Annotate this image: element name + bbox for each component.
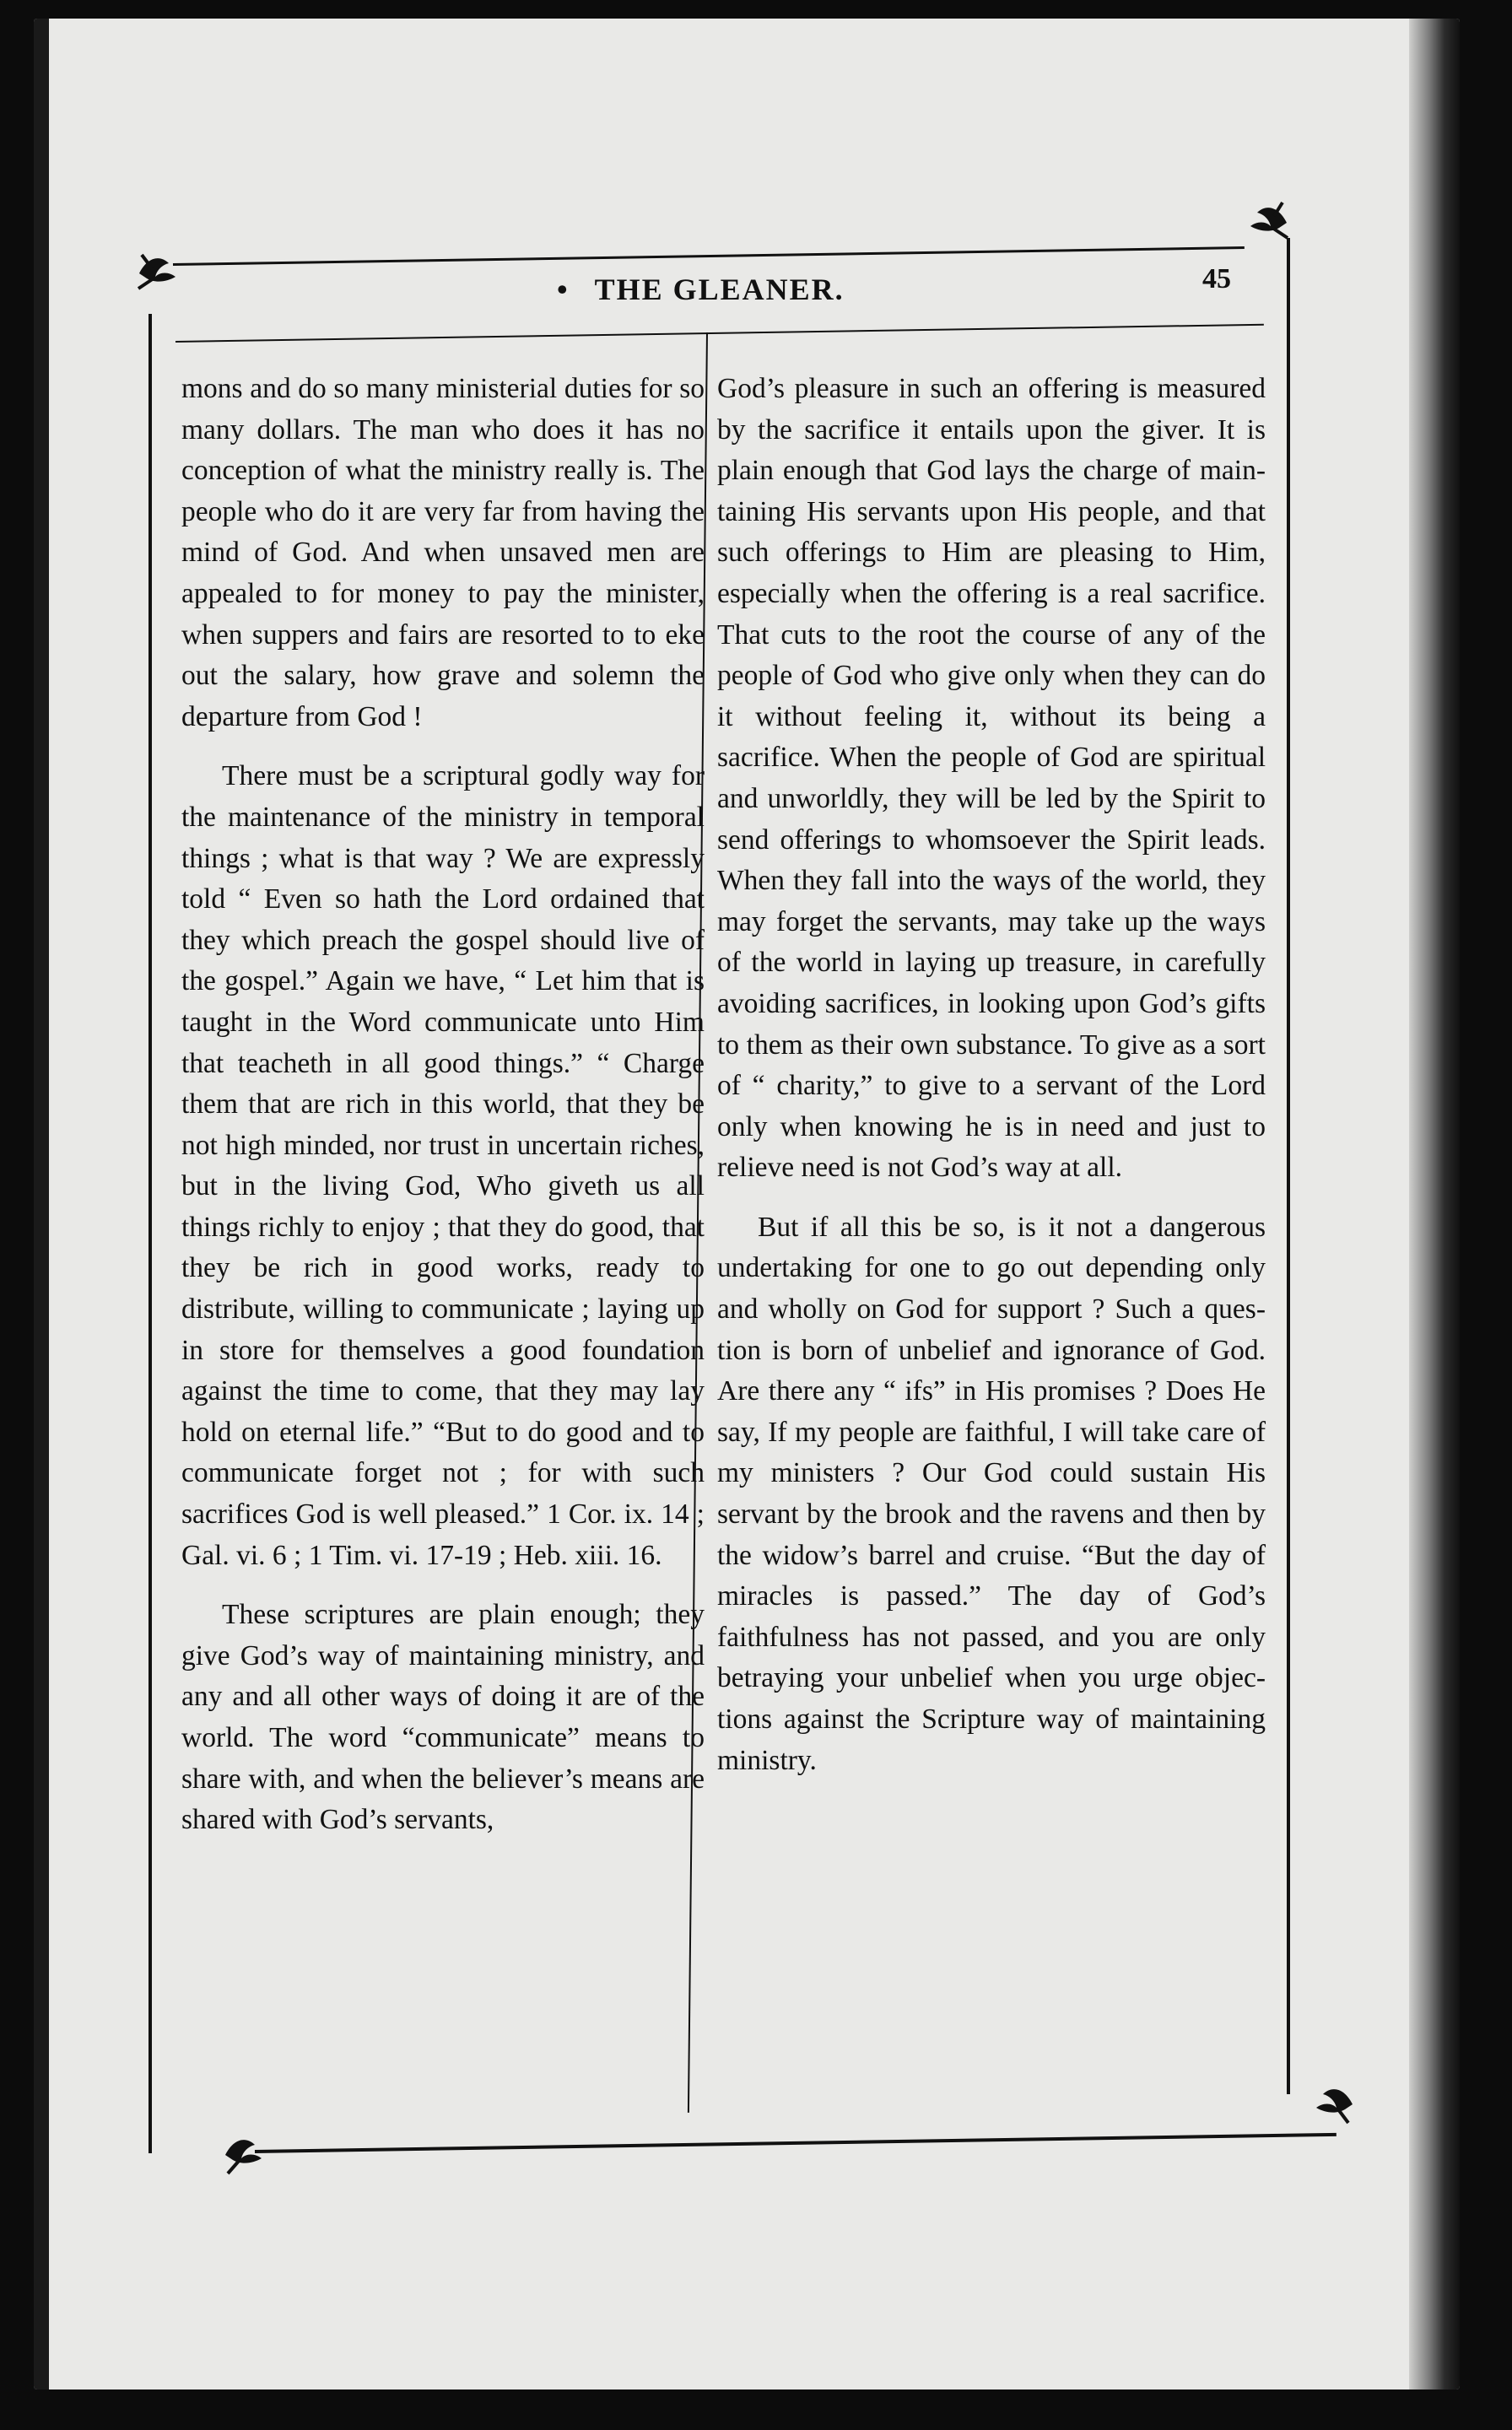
paragraph: These scriptures are plain enough; they give God’s way of maintaining ministry, and any and all other ways of doing it are of the world. The word “communicate” means to share with, and when the believer’s means are shared with God’s servants, <box>181 1599 705 1836</box>
paragraph: There must be a scriptural godly way for the maintenance of the ministry in temporal things ; what is that way ? We are expressly told “ Even so hath the Lord ordained that they which preach the gospel should live of the gospel.” Again we have, “ Let him that is taught in the Word communicate unto Him that teacheth in all good things.” “ Charge them that are rich in this world, that they be not high minded, nor trust in uncertain riches, but in the living God, Who giveth us all things richly to enjoy ; that they do good, that they be rich in good works, ready to distribute, willing to communicate ; laying up in store for themselves a good foundation against the time to come, that they may lay hold on eternal life.” “But to do good and to communicate forget not ; for with such sacrifices God is well pleased.” 1 Cor. ix. 14 ; Gal. vi. 6 ; 1 Tim. vi. 17-19 ; Heb. xiii. 16. <box>181 760 705 1571</box>
left-column <box>181 369 705 1860</box>
scanned-page <box>34 19 1460 2390</box>
leaf-ornament-icon <box>221 2130 272 2180</box>
paragraph: mons and do so many ministerial duties for so many dollars. The man who does it has no conception of what the ministry really is. The people who do it are very far from having the mind of God. And when unsaved men are appealed to for money to pay the minister, when suppers and fairs are resorted to to eke out the salary, how grave and solemn the departure from God ! <box>181 373 705 732</box>
header-underline <box>176 324 1264 343</box>
right-column <box>717 369 1266 1800</box>
frame-right <box>1287 238 1290 2094</box>
leaf-ornament-icon <box>135 248 186 299</box>
journal-title: THE GLEANER. <box>594 273 845 306</box>
frame-left <box>148 314 152 2153</box>
leaf-ornament-icon <box>1240 196 1291 246</box>
header-dot: • <box>557 273 570 306</box>
paragraph: God’s pleasure in such an offering is measured by the sacrifice it entails upon the giver. It is plain enough that God lays the charge of maintaining His servants upon His people, and that such offerings to Him are pleasing to Him, especially when the offering is a real sacrifice. That cuts to the root the course of any of the people of God who give only when they can do it without feeling it, without its being a sacrifice. When the people of God are spiritual and unworldly, they will be led by the Spirit to send offerings to whomsoever the Spirit leads. When they fall into the ways of the world, they may forget the servants, may take up the ways of the world in laying up treasure, in carefully avoiding sacrifices, in looking upon God’s gifts to them as their own substance. To give as a sort of “ charity,” to give to a servant of the Lord only when knowing he is in need and just to relieve need is not God’s way at all. <box>717 373 1266 1184</box>
book-spine <box>34 19 49 2390</box>
page-number: 45 <box>1202 263 1231 294</box>
leaf-ornament-icon <box>1306 2077 1357 2128</box>
header-rule <box>173 246 1245 266</box>
paragraph: But if all this be so, is it not a dangerous undertaking for one to go out depending only and wholly on God for support ? Such a question is born of unbelief and ignorance of God. Are there any “ ifs” in His promises ? Does He say, If my people are faithful, I will take care of my ministers ? Our God could sustain His servant by the brook and the ravens and then by the widow’s barrel and cruise. “But the day of miracles is passed.” The day of God’s faithfulness has not passed, and you are only betraying your unbelief when you urge objections against the Scripture way of maintaining ministry. <box>717 1211 1266 1776</box>
footer-rule <box>255 2133 1336 2153</box>
page-edge <box>1409 19 1460 2390</box>
running-head <box>557 272 845 307</box>
